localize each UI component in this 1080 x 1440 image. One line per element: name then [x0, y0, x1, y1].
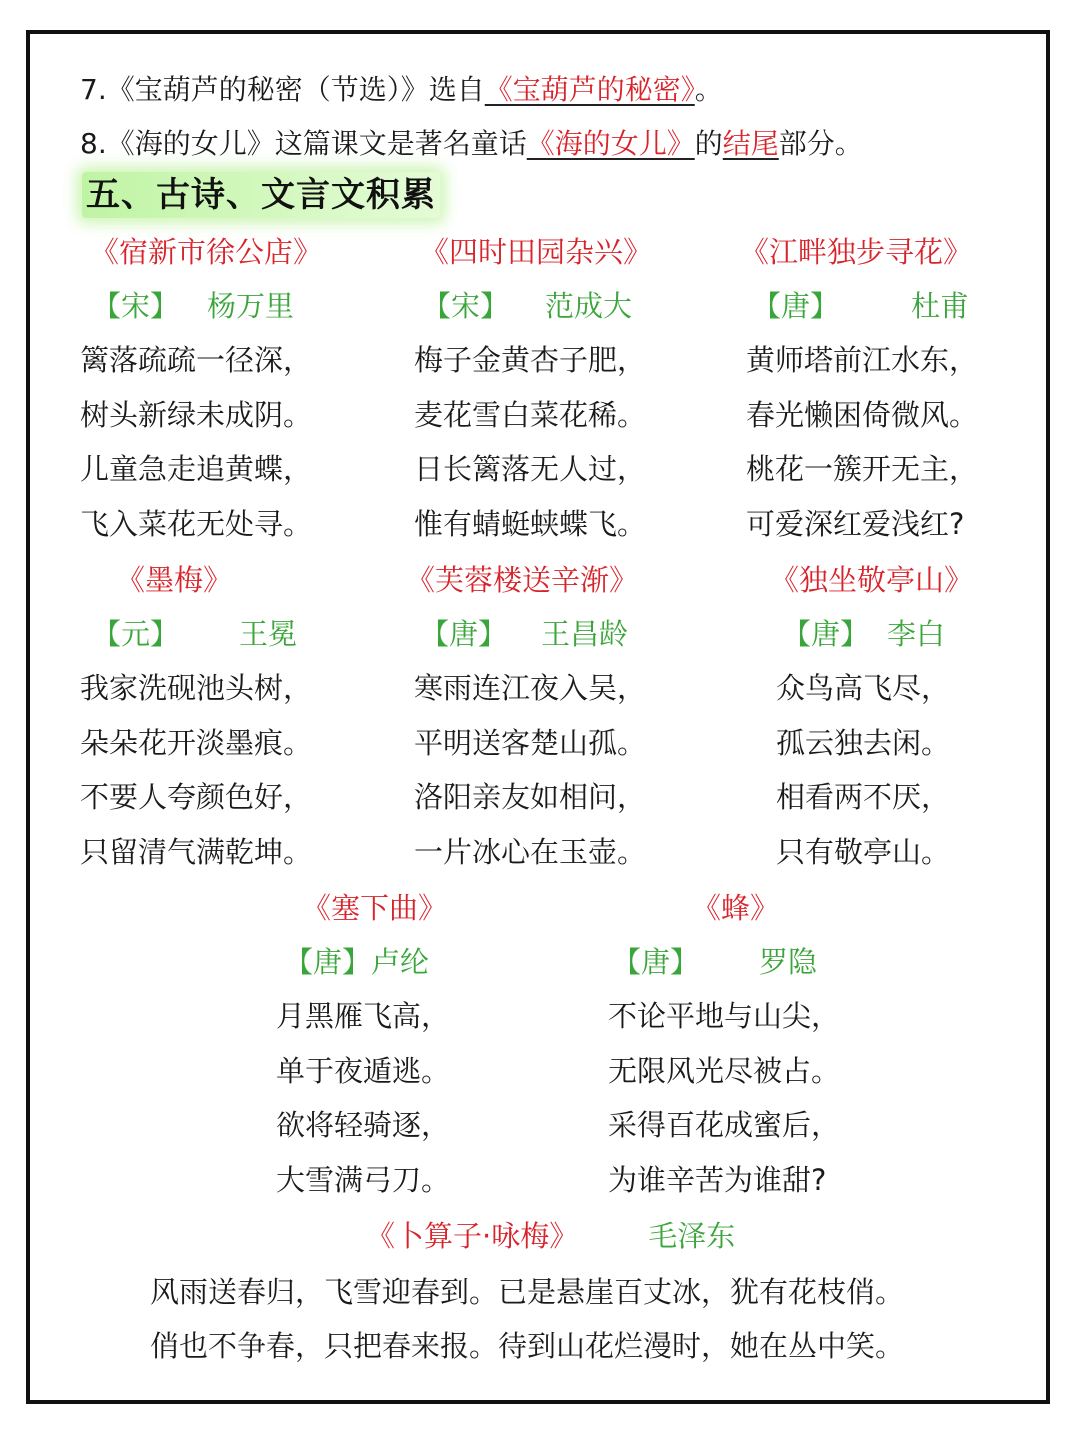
- poem-line: 不要人夸颜色好，: [80, 780, 313, 814]
- poem-author: 杜甫: [911, 289, 970, 323]
- poem-author: 杨万里: [207, 289, 295, 323]
- q8-suffix: 部分。: [778, 127, 863, 160]
- poem-line: 欲将轻骑逐，: [276, 1108, 451, 1142]
- poem-dynasty: 【唐】: [752, 289, 840, 323]
- poem-title: 《四时田园杂兴》: [420, 235, 653, 269]
- poem-card: [80, 560, 410, 886]
- poem-author-line: [284, 942, 596, 996]
- poem-dynasty: 【元】: [92, 617, 180, 651]
- poem-author-line: [92, 614, 410, 668]
- poem-line: 我家洗砚池头树，: [80, 671, 313, 705]
- poem-dynasty: 【唐】: [420, 617, 508, 651]
- q8-answer-2: 结尾: [722, 127, 779, 160]
- poem-author: 卢纶: [371, 945, 430, 979]
- poem-line: 桃花一簇开无主，: [746, 452, 979, 486]
- poem-line: 麦花雪白菜花稀。: [414, 397, 647, 432]
- poem-author-line: [782, 614, 1080, 668]
- poem-author-line: [92, 286, 410, 340]
- poem-title: 《宿新市徐公店》: [90, 235, 323, 269]
- poem-line: 无限风光尽被占。: [608, 1053, 841, 1088]
- poem-card: [80, 232, 410, 558]
- poem-author: 王昌龄: [541, 617, 629, 651]
- q7-answer: 《宝葫芦的秘密》: [484, 73, 695, 106]
- poem-line: 采得百花成蜜后，: [608, 1108, 841, 1142]
- q8-prefix: 8.《海的女儿》这篇课文是著名童话: [80, 127, 527, 160]
- poem-card: [406, 560, 726, 886]
- poem-dynasty: 【唐】: [782, 617, 870, 651]
- poem-line: 日长篱落无人过，: [414, 452, 647, 486]
- last-poem-author: 毛泽东: [648, 1219, 736, 1253]
- poem-card: [608, 888, 928, 1214]
- poem-author: 范成大: [545, 289, 633, 323]
- poem-title: 《塞下曲》: [302, 891, 448, 925]
- poem-title: 《墨梅》: [116, 563, 233, 597]
- poem-author: 李白: [887, 617, 946, 651]
- poem-author-line: [422, 286, 740, 340]
- poem-line: 梅子金黄杏子肥，: [414, 343, 647, 377]
- section-title: 五、古诗、文言文积累: [82, 172, 440, 218]
- poem-card: [740, 232, 1060, 558]
- q8-answer-1: 《海的女儿》: [526, 127, 695, 160]
- poem-line: 只留清气满乾坤。: [80, 834, 313, 869]
- last-poem-line: 风雨送春归，飞雪迎春到。已是悬崖百丈冰，犹有花枝俏。: [150, 1275, 905, 1309]
- poem-line: 大雪满弓刀。: [276, 1162, 451, 1197]
- last-poem-heading: [366, 1216, 735, 1256]
- poem-author-line: [752, 286, 1060, 340]
- poem-line: 一片冰心在玉壶。: [414, 834, 647, 869]
- last-poem-title: 《卜算子·咏梅》: [366, 1219, 579, 1253]
- q7-suffix: 。: [694, 73, 723, 106]
- poem-author: 王冕: [239, 617, 298, 651]
- poem-line: 相看两不厌，: [776, 780, 951, 814]
- poem-author-line: [612, 942, 928, 996]
- poem-line: 寒雨连江夜入吴，: [414, 671, 647, 705]
- poem-author: 罗隐: [759, 945, 818, 979]
- poem-dynasty: 【唐】: [612, 945, 700, 979]
- poem-line: 飞入菜花无处寻。: [80, 506, 313, 541]
- poem-line: 黄师塔前江水东，: [746, 343, 979, 377]
- poem-line: 惟有蜻蜓蛱蝶飞。: [414, 506, 647, 541]
- poem-line: 洛阳亲友如相问，: [414, 780, 647, 814]
- poem-line: 为谁辛苦为谁甜?: [608, 1162, 827, 1197]
- poem-dynasty: 【宋】: [92, 289, 180, 323]
- poem-line: 朵朵花开淡墨痕。: [80, 725, 313, 760]
- poem-dynasty: 【宋】: [422, 289, 510, 323]
- question-8: [80, 124, 863, 164]
- poem-line: 不论平地与山尖，: [608, 999, 841, 1033]
- q8-mid: 的: [694, 127, 723, 160]
- poem-line: 平明送客楚山孤。: [414, 725, 647, 760]
- poem-card: [276, 888, 596, 1214]
- poem-title: 《独坐敬亭山》: [770, 563, 974, 597]
- poem-line: 单于夜遁逃。: [276, 1053, 451, 1088]
- last-poem-line: 俏也不争春，只把春来报。待到山花烂漫时，她在丛中笑。: [150, 1329, 905, 1363]
- poem-line: 篱落疏疏一径深，: [80, 343, 313, 377]
- poem-title: 《蜂》: [692, 891, 780, 925]
- poem-title: 《芙蓉楼送辛渐》: [406, 563, 639, 597]
- poem-dynasty: 【唐】: [284, 945, 372, 979]
- poem-line: 春光懒困倚微风。: [746, 397, 979, 432]
- q7-prefix: 7.《宝葫芦的秘密（节选）》选自: [80, 73, 485, 106]
- poem-title: 《江畔独步寻花》: [740, 235, 973, 269]
- poem-card: [770, 560, 1080, 886]
- poem-card: [414, 232, 740, 558]
- question-7: [80, 70, 723, 110]
- poem-line: 月黑雁飞高，: [276, 999, 451, 1033]
- poem-line: 可爱深红爱浅红?: [746, 506, 965, 541]
- poem-line: 儿童急走追黄蝶，: [80, 452, 313, 486]
- poem-line: 树头新绿未成阴。: [80, 397, 313, 432]
- poem-author-line: [420, 614, 726, 668]
- poem-line: 孤云独去闲。: [776, 725, 951, 760]
- poem-line: 只有敬亭山。: [776, 834, 951, 869]
- poem-line: 众鸟高飞尽，: [776, 671, 951, 705]
